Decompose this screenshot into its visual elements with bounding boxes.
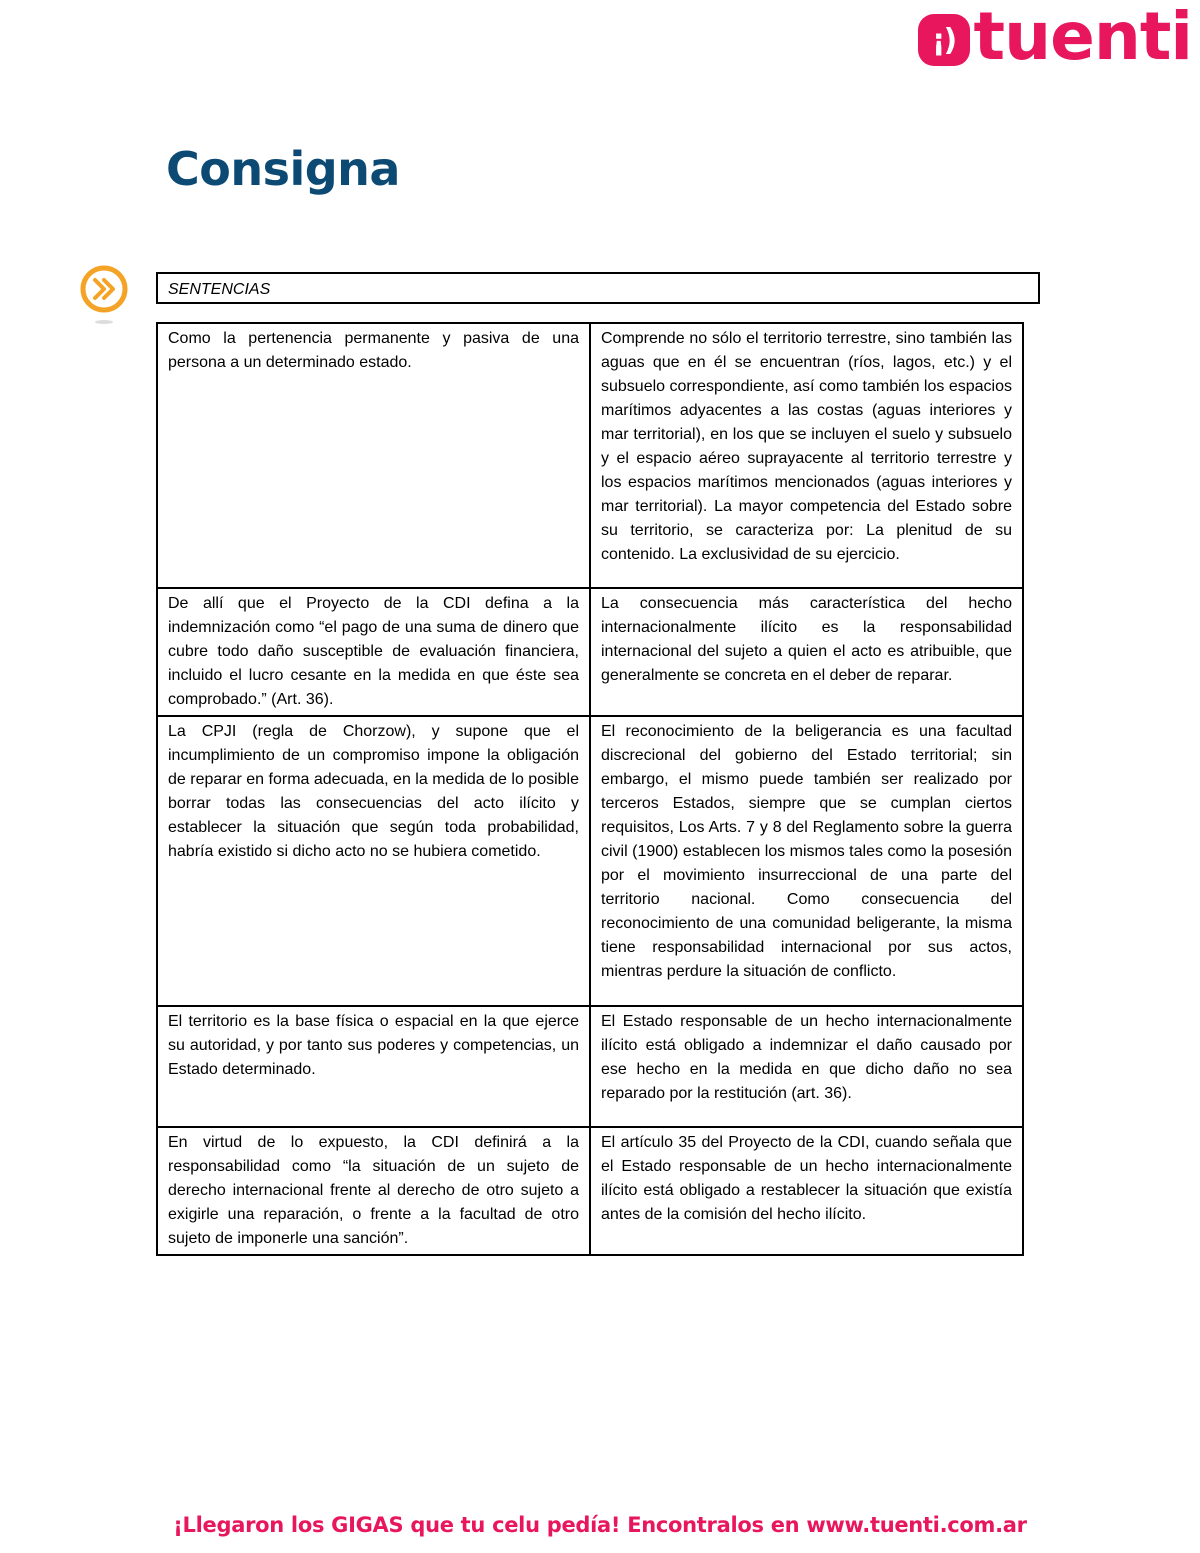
table-cell-left: En virtud de lo expuesto, la CDI definirá a la responsabilidad como “la situación de un sujeto de derecho internacional frente al derecho de otro sujeto a exigirle una reparación, o frente a la facultad de otro sujeto de imponerle una sanción”. xyxy=(157,1127,590,1255)
table-cell-left: De allí que el Proyecto de la CDI defina a la indemnización como “el pago de una suma de dinero que cubre todo daño susceptible de evaluación financiera, incluido el lucro cesante en la medida en que éste sea comprobado.” (Art. 36). xyxy=(157,588,590,716)
table-cell-right: El reconocimiento de la beligerancia es una facultad discrecional del gobierno del Estado territorial; sin embargo, el mismo puede también ser realizado por terceros Estados, siempre que se cumplan ciertos requisitos, Los Arts. 7 y 8 del Reglamento sobre la guerra civil (1900) establecen los mismos tales como la posesión por el movimiento insurreccional de una parte del territorio nacional. Como consecuencia del reconocimiento de una comunidad beligerante, la misma tiene responsabilidad internacional por sus actos, mientras perdure la situación de conflicto. xyxy=(590,716,1023,1006)
table-cell-right: La consecuencia más característica del hecho internacionalmente ilícito es la responsabilidad internacional del sujeto a quien el acto es atribuible, que generalmente se concreta en el deber de reparar. xyxy=(590,588,1023,716)
table-cell-left: El territorio es la base física o espacial en la que ejerce su autoridad, y por tanto sus poderes y competencias, un Estado determinado. xyxy=(157,1006,590,1127)
footer-promo xyxy=(0,1513,1200,1537)
tuenti-logo-text: tuenti xyxy=(973,0,1192,75)
double-chevron-right-icon xyxy=(78,264,134,328)
table-row xyxy=(157,323,1023,588)
table-cell-right: El artículo 35 del Proyecto de la CDI, cuando señala que el Estado responsable de un hecho internacionalmente ilícito está obligado a restablecer la situación que existía antes de la comisión del hecho ilícito. xyxy=(590,1127,1023,1255)
tuenti-logo xyxy=(918,0,1192,75)
footer-promo-text: ¡Llegaron los GIGAS que tu celu pedía! Encontralos en www.tuenti.com.ar xyxy=(173,1513,1027,1537)
table-row xyxy=(157,1006,1023,1127)
table-row xyxy=(157,1127,1023,1255)
section-label: SENTENCIAS xyxy=(168,281,271,298)
table-cell-right: El Estado responsable de un hecho internacionalmente ilícito está obligado a indemnizar el daño causado por ese hecho en la medida en que dicho daño no sea reparado por la restitución (art. 36). xyxy=(590,1006,1023,1127)
table-row xyxy=(157,588,1023,716)
table-cell-right: Comprende no sólo el territorio terrestre, sino también las aguas que en él se encuentran (ríos, lagos, etc.) y el subsuelo correspondiente, así como también los espacios marítimos adyacentes a las costas (aguas interiores y mar territorial), en los que se incluyen el suelo y subsuelo y el espacio aéreo suprayacente al territorio terrestre y los espacios marítimos mencionados (aguas interiores y mar territorial). La mayor competencia del Estado sobre su territorio, se caracteriza por: La plenitud de su contenido. La exclusividad de su ejercicio. xyxy=(590,323,1023,588)
table-cell-left: Como la pertenencia permanente y pasiva de una persona a un determinado estado. xyxy=(157,323,590,588)
tuenti-logo-mark: ¡) xyxy=(918,14,970,66)
table-cell-left: La CPJI (regla de Chorzow), y supone que el incumplimiento de un compromiso impone la obligación de reparar en forma adecuada, en la medida de lo posible borrar todas las consecuencias del acto ilícito y establecer la situación que según toda probabilidad, habría existido si dicho acto no se hubiera cometido. xyxy=(157,716,590,1006)
sentences-table xyxy=(156,322,1024,1256)
page-title: Consigna xyxy=(166,142,400,196)
table-row xyxy=(157,716,1023,1006)
section-label-box xyxy=(156,272,1040,304)
